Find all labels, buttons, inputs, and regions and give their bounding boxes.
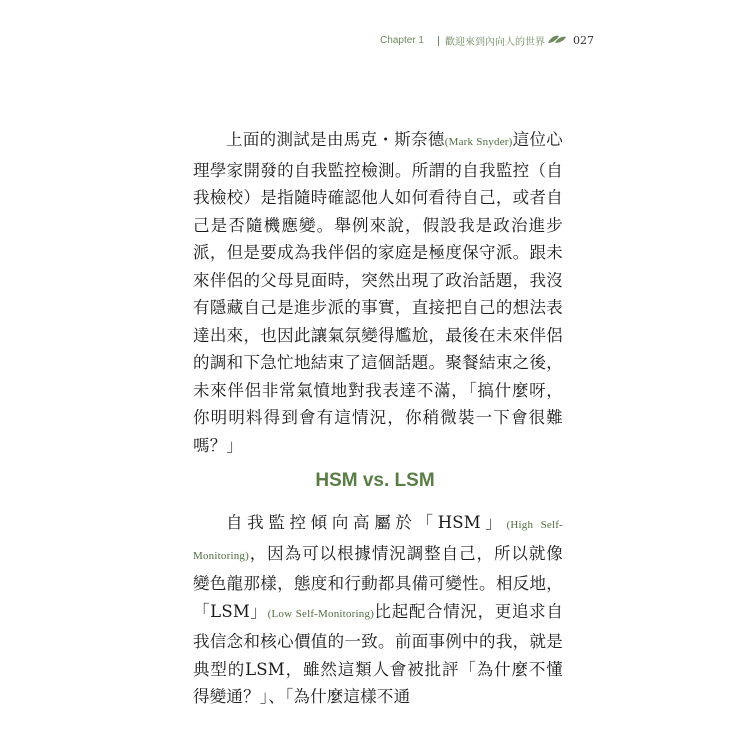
- running-header: [380, 33, 594, 48]
- para2-english-note-1: (High Self-Monitoring): [193, 519, 563, 562]
- para1-text-a: 上面的測試是由馬克・斯奈德: [226, 130, 445, 149]
- body-paragraph-2: [193, 509, 563, 711]
- para2-text-c: 比起配合情況，更追求自我信念和核心價值的一致。前面事例中的我，就是典型的LSM，雖然這類人會被批評「為什麼不懂得變通？」、「為什麼這樣不通: [193, 601, 564, 706]
- para2-english-note-2: (Low Self-Monitoring): [267, 607, 375, 620]
- page-number: 027: [573, 34, 594, 47]
- body-paragraph-1: [193, 126, 563, 459]
- para2-text-b: ，因為可以根據情況調整自己，所以就像變色龍那樣，態度和行動都具備可變性。相反地，「LSM」: [193, 543, 563, 621]
- para2-text-a: 自我監控傾向高屬於「HSM」: [226, 513, 507, 532]
- header-divider: [438, 36, 439, 46]
- para1-english-note: (Mark Snyder): [444, 136, 513, 148]
- section-title: 歡迎來到內向人的世界: [445, 37, 545, 48]
- section-heading: HSM vs. LSM: [315, 470, 435, 491]
- para1-text-b: 這位心理學家開發的自我監控檢測。所謂的自我監控（自我檢校）是指隨時確認他人如何看待自己，或者自己是否隨機應變。舉例來說，假設我是政治進步派，但是要成為我伴侶的家庭是極度保守派。跟未來伴侶的父母見面時，突然出現了政治話題，我沒有隱藏自己是進步派的事實，直接把自己的想法表達出來，也因此讓氣氛變得尷尬，最後在未來伴侶的調和下急忙地結束了這個話題。聚餐結束之後，未來伴侶非常氣憤地對我表達不滿，「搞什麼呀，你明明料得到會有這情況，你稍微裝一下會很難嗎？」: [193, 130, 563, 455]
- leaf-icon: [547, 35, 567, 47]
- chapter-label: Chapter 1: [380, 35, 424, 46]
